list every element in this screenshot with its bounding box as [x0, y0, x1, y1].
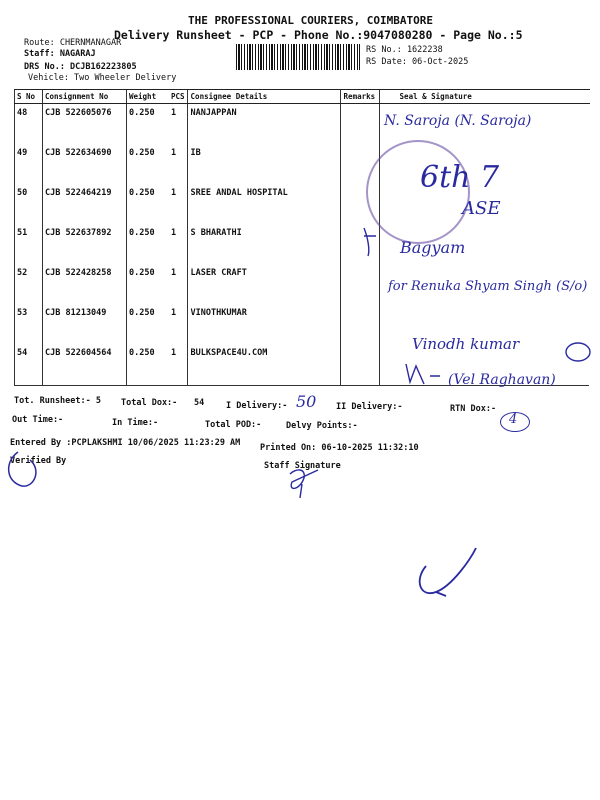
rtn-dox-label: RTN Dox:-: [450, 404, 497, 414]
col-header: Weight: [126, 90, 168, 104]
staff-signature: [290, 470, 318, 498]
vehicle-label: Vehicle: Two Wheeler Delivery: [28, 73, 177, 83]
verified-by: Verified By: [10, 456, 67, 466]
cell-pcs: 1: [171, 148, 177, 158]
rs-date: RS Date: 06-Oct-2025: [366, 57, 469, 67]
cell-sno: 54: [17, 348, 28, 358]
cell-pcs: 1: [171, 108, 177, 118]
entered-by: Entered By :PCPLAKSHMI 10/06/2025 11:23:29 AM: [10, 438, 241, 448]
ii-delivery-label: II Delivery:-: [336, 402, 403, 412]
cell-consignment: CJB 522464219: [45, 188, 112, 198]
cell-pcs: 1: [171, 348, 177, 358]
cell-consignee: VINOTHKUMAR: [190, 308, 247, 318]
drs-number: DRS No.: DCJB162223805: [24, 62, 137, 72]
cell-pcs: 1: [171, 268, 177, 278]
printed-on: Printed On: 06-10-2025 11:32:10: [260, 443, 419, 453]
signature-row-50b: ASE: [462, 198, 501, 219]
cell-consignment: CJB 522604564: [45, 348, 112, 358]
rtn-dox-handwritten: 4: [509, 412, 518, 427]
delvy-points: Delvy Points:-: [286, 421, 358, 431]
cell-consignment: CJB 522634690: [45, 148, 112, 158]
company-name: THE PROFESSIONAL COURIERS, COIMBATORE: [188, 14, 434, 27]
rs-number: RS No.: 1622238: [366, 45, 443, 55]
cell-weight: 0.250: [129, 148, 155, 158]
runsheet-subtitle: Delivery Runsheet - PCP - Phone No.:9047080280 - Page No.:5: [114, 28, 523, 42]
cell-sno: 51: [17, 228, 28, 238]
row51-mark: [364, 228, 376, 256]
staff-signature-label: Staff Signature: [264, 461, 341, 471]
cell-weight: 0.250: [129, 108, 155, 118]
row54-mark: [406, 364, 440, 384]
signature-row-48: N. Saroja (N. Saroja): [384, 113, 532, 129]
in-time: In Time:-: [112, 418, 159, 428]
col-header: Consignee Details: [188, 90, 341, 104]
cell-consignment: CJB 522637892: [45, 228, 112, 238]
cell-sno: 53: [17, 308, 28, 318]
cell-consignee: S BHARATHI: [190, 228, 242, 238]
out-time: Out Time:-: [12, 415, 64, 425]
cell-pcs: 1: [171, 228, 177, 238]
cell-consignment: CJB 522605076: [45, 108, 112, 118]
signature-row-53: Vinodh kumar: [412, 335, 520, 353]
cell-weight: 0.250: [129, 228, 155, 238]
signature-row-52: for Renuka Shyam Singh (S/o): [388, 279, 588, 294]
cell-pcs: 1: [171, 308, 177, 318]
col-header: PCS: [168, 90, 188, 104]
cell-weight: 0.250: [129, 268, 155, 278]
cell-consignee: SREE ANDAL HOSPITAL: [190, 188, 288, 198]
cell-weight: 0.250: [129, 348, 155, 358]
signature-row-51: Bagyam: [400, 238, 466, 257]
i-delivery-label: I Delivery:-: [226, 401, 288, 411]
total-pod: Total POD:-: [205, 420, 262, 430]
cell-sno: 52: [17, 268, 28, 278]
cell-sno: 50: [17, 188, 28, 198]
cell-weight: 0.250: [129, 308, 155, 318]
cell-consignment: CJB 522428258: [45, 268, 112, 278]
cell-sno: 48: [17, 108, 28, 118]
col-header: S No: [14, 90, 42, 104]
signature-row-50: 6th 7: [420, 160, 500, 195]
bottom-signature: [420, 548, 476, 596]
cell-consignee: BULKSPACE4U.COM: [190, 348, 268, 358]
total-dox-value: 54: [194, 398, 205, 408]
col-header: Seal & Signature: [380, 90, 590, 104]
cell-consignment: CJB 81213049: [45, 308, 107, 318]
total-dox-label: Total Dox:-: [121, 398, 178, 408]
row53-circle: [566, 343, 590, 361]
cell-consignee: LASER CRAFT: [190, 268, 247, 278]
tot-runsheet: Tot. Runsheet:- 5: [14, 396, 101, 406]
cell-pcs: 1: [171, 188, 177, 198]
route-label: Route: CHERNMANAGAR: [24, 38, 122, 48]
i-delivery-handwritten: 50: [296, 392, 317, 411]
cell-consignee: IB: [190, 148, 201, 158]
cell-consignee: NANJAPPAN: [190, 108, 237, 118]
col-header: Consignment No: [42, 90, 126, 104]
staff-label: Staff: NAGARAJ: [24, 49, 96, 59]
cell-sno: 49: [17, 148, 28, 158]
signature-row-54: (Vel Raghavan): [448, 372, 556, 388]
cell-weight: 0.250: [129, 188, 155, 198]
col-header: Remarks: [341, 90, 380, 104]
verifier-signature: [9, 452, 36, 486]
